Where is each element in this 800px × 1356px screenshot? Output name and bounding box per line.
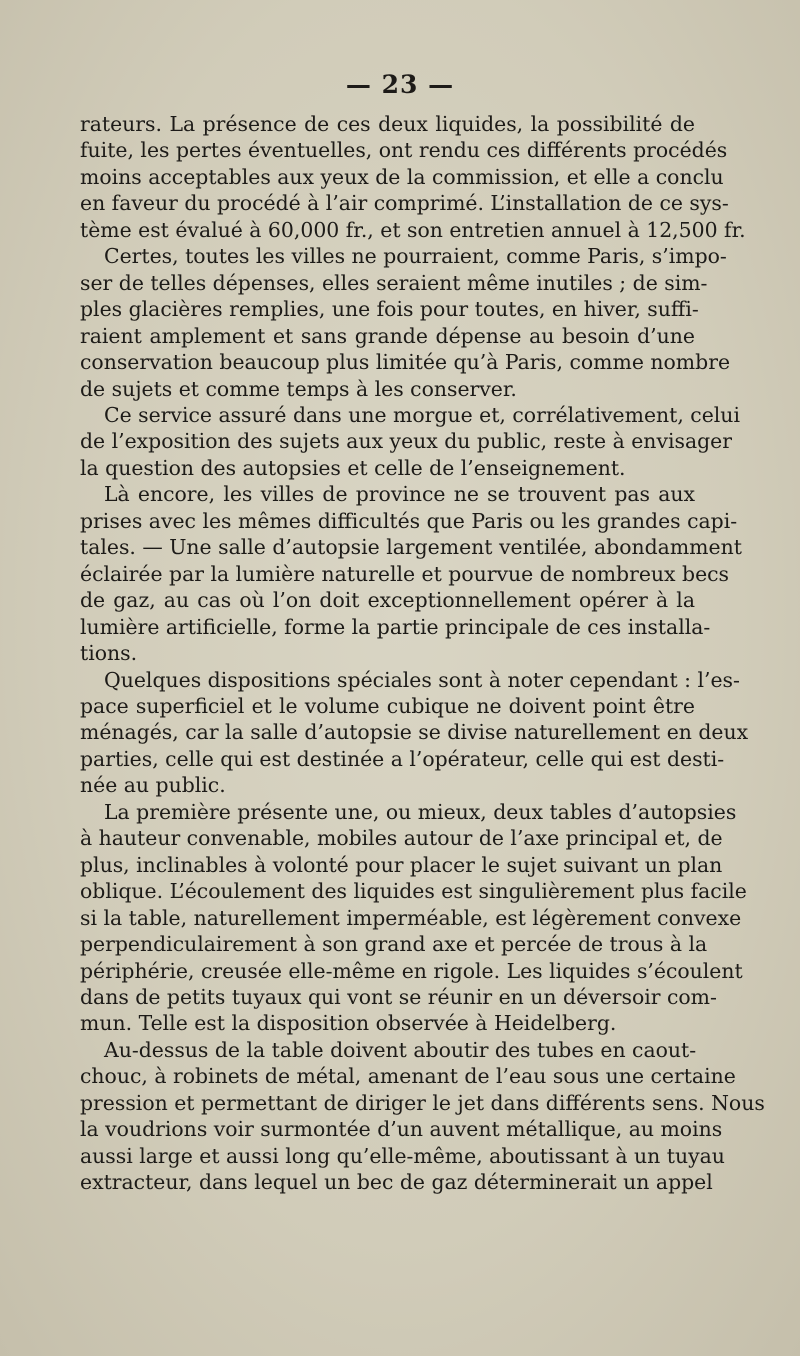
text-line: ser de telles dépenses, elles seraient même inutiles ; de sim- — [80, 270, 708, 295]
paragraph — [80, 243, 731, 402]
text-line: la question des autopsies et celle de l’enseignement. — [80, 455, 626, 480]
text-line: aussi large et aussi long qu’elle-même, aboutissant à un tuyau — [80, 1143, 725, 1168]
text-line: moins acceptables aux yeux de la commission, et elle a conclu — [80, 164, 724, 189]
text-line: tales. — Une salle d’autopsie largement ventilée, abondamment — [80, 535, 742, 560]
text-line: si la table, naturellement imperméable, est légèrement convexe — [80, 905, 742, 930]
text-line: conservation beaucoup plus limitée qu’à Paris, comme nombre — [80, 350, 731, 375]
text-line: dans de petits tuyaux qui vont se réunir en un déversoir com- — [80, 984, 717, 1009]
text-line: éclairée par la lumière naturelle et pourvue de nombreux becs — [80, 561, 730, 586]
page-number: — 23 — — [345, 70, 455, 99]
text-line: de gaz, au cas où l’on doit exceptionnellement opérer à la — [80, 588, 695, 613]
text-line: rateurs. La présence de ces deux liquides, la possibilité de — [80, 112, 695, 136]
text-line: Certes, toutes les villes ne pourraient, comme Paris, s’impo- — [104, 244, 727, 269]
text-line: mun. Telle est la disposition observée à Heidelberg. — [80, 1011, 617, 1036]
text-line: Là encore, les villes de province ne se trouvent pas aux — [104, 482, 695, 507]
text-line: ménagés, car la salle d’autopsie se divise naturellement en deux — [80, 720, 749, 745]
text-line: ples glacières remplies, une fois pour toutes, en hiver, suffi- — [80, 297, 699, 322]
text-line: tème est évalué à 60,000 fr., et son entretien annuel à 12,500 fr. — [80, 217, 746, 242]
paragraph — [80, 111, 746, 243]
text-line: périphérie, creusée elle-même en rigole. Les liquides s’écoulent — [80, 958, 743, 983]
text-line: chouc, à robinets de métal, amenant de l’eau sous une certaine — [80, 1064, 736, 1089]
text-line: en faveur du procédé à l’air comprimé. L’installation de ce sys- — [80, 191, 729, 216]
paragraph — [80, 799, 747, 1037]
text-line: pression et permettant de diriger le jet dans différents sens. Nous — [80, 1090, 765, 1115]
text-line: à hauteur convenable, mobiles autour de l’axe principal et, de — [80, 826, 723, 851]
text-line: de sujets et comme temps à les conserver. — [80, 376, 517, 401]
body-text — [80, 111, 765, 1196]
text-line: prises avec les mêmes difficultés que Paris ou les grandes capi- — [80, 508, 738, 533]
text-line: oblique. L’écoulement des liquides est singulièrement plus facile — [80, 879, 747, 904]
text-line: raient amplement et sans grande dépense au besoin d’une — [80, 323, 695, 348]
text-line: pace superficiel et le volume cubique ne doivent point être — [80, 693, 695, 718]
text-line: Quelques dispositions spéciales sont à noter cependant : l’es- — [104, 667, 740, 692]
paragraph — [80, 402, 740, 481]
text-line: tions. — [80, 641, 138, 666]
text-line: Ce service assuré dans une morgue et, corrélativement, celui — [104, 402, 740, 427]
paragraph — [80, 1037, 765, 1196]
text-line: extracteur, dans lequel un bec de gaz déterminerait un appel — [80, 1170, 713, 1195]
paragraph — [80, 481, 742, 666]
text-line: de l’exposition des sujets aux yeux du public, reste à envisager — [80, 429, 732, 454]
text-line: lumière artificielle, forme la partie principale de ces installa- — [80, 614, 711, 639]
text-line: parties, celle qui est destinée a l’opérateur, celle qui est desti- — [80, 746, 725, 771]
text-line: fuite, les pertes éventuelles, ont rendu ces différents procédés — [80, 138, 728, 163]
text-line: plus, inclinables à volonté pour placer le sujet suivant un plan — [80, 852, 723, 877]
text-line: Au-dessus de la table doivent aboutir des tubes en caout- — [104, 1037, 697, 1062]
text-line: la voudrions voir surmontée d’un auvent métallique, au moins — [80, 1117, 723, 1142]
paragraph — [80, 667, 749, 799]
text-line: La première présente une, ou mieux, deux tables d’autopsies — [104, 799, 737, 824]
text-line: née au public. — [80, 773, 226, 798]
text-line: perpendiculairement à son grand axe et percée de trous à la — [80, 932, 708, 957]
